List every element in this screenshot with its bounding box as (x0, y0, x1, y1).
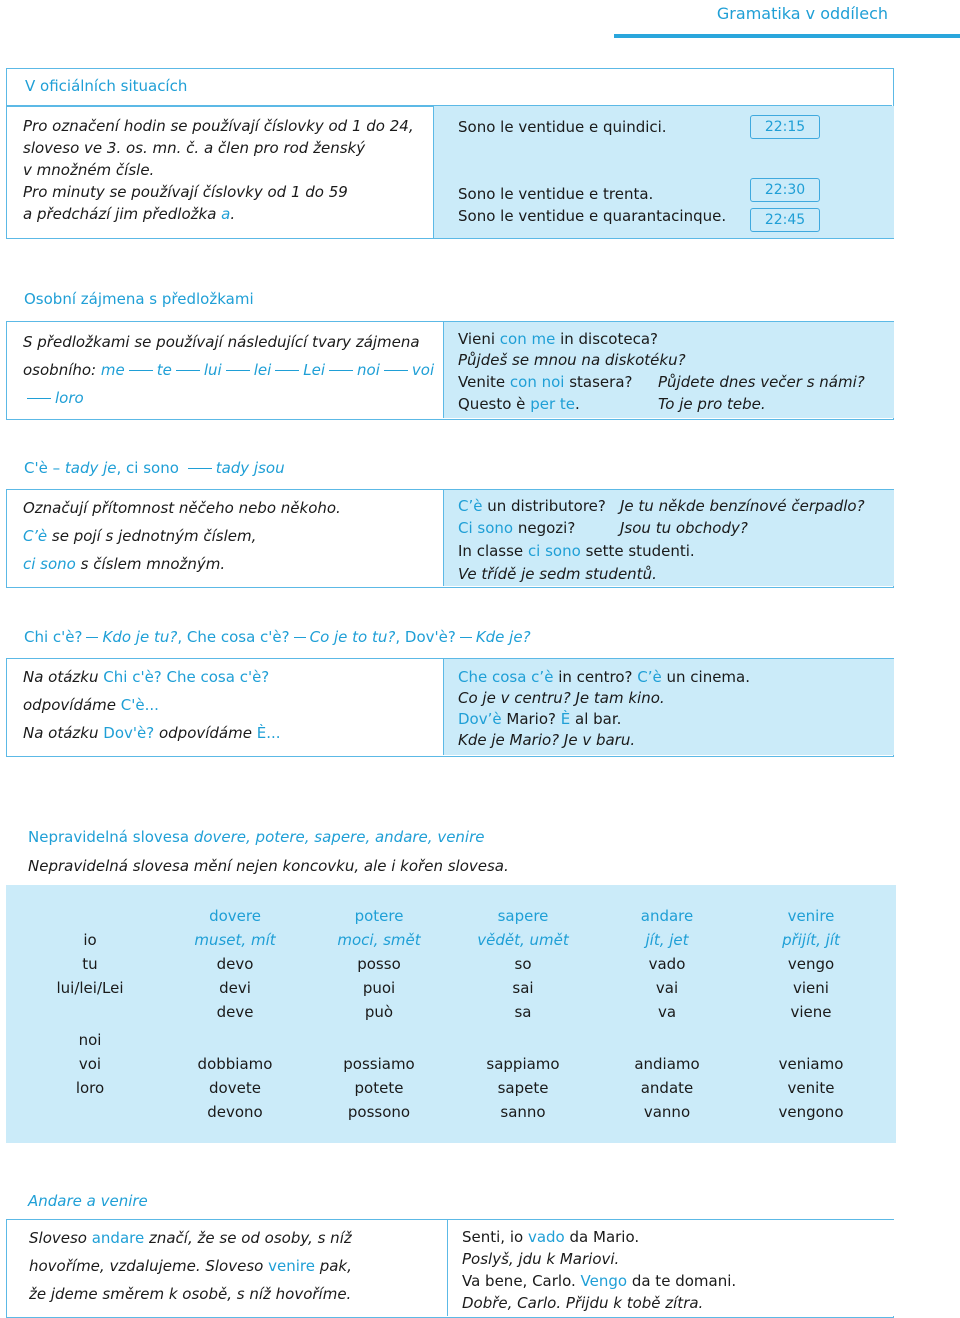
rule-text: Označují přítomnost něčeho nebo někoho. C’è se pojí s jednotným číslem, ci sono s číslem množným. (23, 499, 341, 573)
verb-form: va (657, 1003, 677, 1021)
example-translation: Co je v centru? Je tam kino. (458, 689, 665, 707)
rule-line: sloveso ve 3. os. mn. č. a člen pro rod ženský (23, 139, 366, 157)
section-questions (6, 658, 894, 757)
section-title: Nepravidelná slovesa dovere, potere, sapere, andare, venire (28, 828, 485, 846)
verb-form: sapete (497, 1079, 549, 1097)
example: Vieni con me in discoteca? (458, 330, 658, 348)
verb-infinitive: potere (354, 907, 404, 925)
example: In classe ci sono sette studenti. (458, 542, 695, 560)
time-badge: 22:45 (750, 208, 820, 232)
person: tu (82, 955, 98, 973)
verb-form: viene (790, 1003, 832, 1021)
verb-infinitive: andare (640, 907, 694, 925)
example: Venite con noi stasera? (458, 373, 633, 391)
time-badge: 22:30 (750, 178, 820, 202)
section-andare-venire (6, 1219, 894, 1318)
section-title: Osobní zájmena s předložkami (24, 290, 254, 308)
example: Ci sono negozi? (458, 519, 576, 537)
rule-line: Pro minuty se používají číslovky od 1 do 59 (23, 183, 348, 201)
example-translation: Jsou tu obchody? (620, 519, 748, 537)
verb-form: vengo (787, 955, 835, 973)
person: loro (75, 1079, 105, 1097)
verb-translation: muset, mít (194, 931, 276, 949)
verb-column (320, 904, 438, 1124)
person: noi (78, 1031, 102, 1049)
section-title: V oficiálních situacích (25, 77, 188, 95)
section-title: Andare a venire (28, 1192, 148, 1210)
verb-form: dovete (209, 1079, 261, 1097)
verb-column (608, 904, 726, 1124)
example: Dov’è Mario? È al bar. (458, 710, 622, 728)
page-header-title: Gramatika v oddílech (716, 4, 888, 23)
example: Che cosa c’è in centro? C’è un cinema. (458, 668, 751, 686)
examples-panel (443, 322, 894, 418)
section-title: Chi c'è? Kdo je tu?, Che cosa c'è? Co je to tu?, Dov'è? Kde je? (24, 628, 531, 646)
examples-panel (433, 106, 894, 238)
example-translation: To je pro tebe. (658, 395, 766, 413)
verb-form: andiamo (634, 1055, 700, 1073)
verb-form: devono (207, 1103, 263, 1121)
conjugation-table (6, 885, 896, 1143)
rule-text: Na otázku Chi c'è? Che cosa c'è? odpovídáme C'è... Na otázku Dov'è? odpovídáme È... (23, 668, 281, 742)
verb-form: devo (216, 955, 254, 973)
rule-text: Sloveso andare značí, že se od osoby, s níž hovoříme, vzdalujeme. Sloveso venire pak, že jdeme směrem k osobě, s níž hovoříme. (29, 1229, 352, 1303)
example: Sono le ventidue e trenta. (458, 185, 654, 203)
rule-text (23, 115, 428, 225)
verb-form: può (364, 1003, 394, 1021)
verb-form: possono (347, 1103, 411, 1121)
verb-form: veniamo (778, 1055, 844, 1073)
verb-form: deve (216, 1003, 254, 1021)
section-ce-cisono (6, 489, 894, 588)
example: Va bene, Carlo. Vengo da te domani. (462, 1272, 737, 1290)
verb-form: vado (648, 955, 686, 973)
example-translation: Je tu někde benzínové čerpadlo? (620, 497, 865, 515)
time-badge: 22:15 (750, 115, 820, 139)
verb-form: vai (655, 979, 679, 997)
section-pronouns (6, 321, 894, 420)
section-title: C'è – tady je, ci sono tady jsou (24, 459, 285, 477)
verb-form: vengono (778, 1103, 844, 1121)
verb-form: possiamo (343, 1055, 415, 1073)
example: Sono le ventidue e quindici. (458, 118, 667, 136)
verb-form: so (514, 955, 532, 973)
verb-form: andate (640, 1079, 694, 1097)
verb-column (176, 904, 294, 1124)
section-subtitle: Nepravidelná slovesa mění nejen koncovku, ale i kořen slovesa. (28, 857, 509, 875)
rule-line: Pro označení hodin se používají číslovky od 1 do 24, (23, 117, 414, 135)
rule-line: v množném čísle. (23, 161, 155, 179)
example-translation: Půjdete dnes večer s námi? (658, 373, 865, 391)
example-translation: Dobře, Carlo. Přijdu k tobě zítra. (462, 1294, 704, 1312)
examples-panel (443, 490, 894, 586)
example-translation: Půjdeš se mnou na diskotéku? (458, 351, 686, 369)
example: Senti, io vado da Mario. (462, 1228, 640, 1246)
verb-form: sanno (500, 1103, 546, 1121)
person: io (83, 931, 97, 949)
verb-infinitive: dovere (209, 907, 261, 925)
example-translation: Kde je Mario? Je v baru. (458, 731, 636, 749)
person: lui/lei/Lei (56, 979, 124, 997)
verb-form: venite (787, 1079, 835, 1097)
examples-panel (447, 1220, 894, 1316)
pronoun-list: osobního: me te lui lei Lei noi voiloro (23, 361, 435, 407)
verb-form: sa (514, 1003, 532, 1021)
verb-translation: vědět, umět (477, 931, 569, 949)
verb-column (752, 904, 870, 1124)
verb-form: vanno (643, 1103, 691, 1121)
highlight: a (221, 205, 231, 223)
verb-translation: přijít, jít (782, 931, 840, 949)
section-official-time (6, 68, 894, 239)
examples-panel (443, 659, 894, 755)
example: C’è un distributore? (458, 497, 606, 515)
verb-form: puoi (362, 979, 396, 997)
rule-text: S předložkami se používají následující tvary zájmena osobního: me te lui lei Lei noi voiloro (23, 328, 443, 412)
person: voi (78, 1055, 102, 1073)
verb-form: dobbiamo (197, 1055, 273, 1073)
verb-form: devi (219, 979, 251, 997)
verb-translation: jít, jet (645, 931, 689, 949)
verb-form: vieni (793, 979, 829, 997)
verb-infinitive: sapere (497, 907, 549, 925)
example: Questo è per te. (458, 395, 580, 413)
verb-column (464, 904, 582, 1124)
example-translation: Ve třídě je sedm studentů. (458, 565, 657, 583)
verb-infinitive: venire (787, 907, 835, 925)
header-rule (614, 34, 960, 38)
verb-form: potete (354, 1079, 404, 1097)
rule-line: a předchází jim předložka a. (23, 205, 236, 223)
verb-form: sappiamo (486, 1055, 560, 1073)
verb-form: posso (357, 955, 401, 973)
example: Sono le ventidue e quarantacinque. (458, 207, 727, 225)
example-translation: Poslyš, jdu k Mariovi. (462, 1250, 620, 1268)
persons-column (30, 928, 150, 1100)
verb-translation: moci, smět (337, 931, 421, 949)
verb-form: sai (512, 979, 534, 997)
